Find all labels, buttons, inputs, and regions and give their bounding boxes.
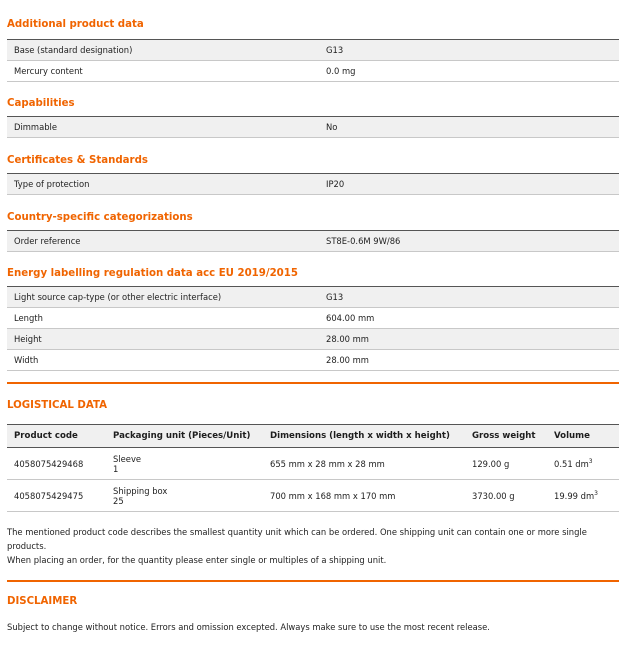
table-row [7, 287, 619, 308]
table-header-row [7, 425, 619, 448]
gross-weight: 129.00 g [465, 448, 547, 480]
table-row [7, 308, 619, 329]
packaging-unit [106, 448, 263, 480]
table-row [7, 117, 619, 138]
section-title-certificates: Certificates & Standards [7, 155, 148, 166]
capabilities-table [7, 116, 619, 138]
logistical-note-line: The mentioned product code describes the smallest quantity unit which can be ordered. One shipping unit can contain one or more single products. [7, 527, 587, 551]
section-title-country-categorizations: Country-specific categorizations [7, 212, 193, 223]
dimensions: 655 mm x 28 mm x 28 mm [263, 448, 465, 480]
logistical-data-table [7, 424, 619, 512]
column-header-volume: Volume [547, 425, 619, 448]
disclaimer-text: Subject to change without notice. Errors and omission excepted. Always make sure to use the most recent release. [7, 622, 490, 632]
logistical-data-title: LOGISTICAL DATA [7, 400, 108, 411]
table-row [7, 448, 619, 480]
row-label: Base (standard designation) [7, 40, 319, 61]
packaging-quantity: 25 [113, 495, 124, 506]
row-label: Order reference [7, 231, 319, 252]
row-label: Width [7, 350, 319, 371]
section-title-energy-labelling: Energy labelling regulation data acc EU 2019/2015 [7, 268, 298, 279]
product-code: 4058075429468 [7, 448, 106, 480]
additional-product-data-table [7, 39, 619, 82]
volume [547, 448, 619, 480]
volume-value: 19.99 dm [554, 490, 595, 501]
row-value: No [319, 117, 619, 138]
table-row [7, 61, 619, 82]
row-label: Height [7, 329, 319, 350]
product-code: 4058075429475 [7, 480, 106, 512]
table-row [7, 40, 619, 61]
section-title-capabilities: Capabilities [7, 98, 75, 109]
row-value: 0.0 mg [319, 61, 619, 82]
row-value: 28.00 mm [319, 350, 619, 371]
packaging-name: Sleeve [113, 453, 142, 464]
column-header-product-code: Product code [7, 425, 106, 448]
volume-unit-exponent: 3 [594, 490, 598, 498]
country-categorizations-table [7, 230, 619, 252]
volume-unit-exponent: 3 [588, 458, 593, 466]
section-title-additional-product-data: Additional product data [7, 19, 144, 30]
packaging-name: Shipping box [113, 485, 168, 496]
row-value: 28.00 mm [319, 329, 619, 350]
row-value: G13 [319, 40, 619, 61]
row-value: 604.00 mm [319, 308, 619, 329]
column-header-packaging-unit: Packaging unit (Pieces/Unit) [106, 425, 263, 448]
table-row [7, 231, 619, 252]
row-label: Light source cap-type (or other electric interface) [7, 287, 319, 308]
column-header-gross-weight: Gross weight [465, 425, 547, 448]
row-value: G13 [319, 287, 619, 308]
dimensions: 700 mm x 168 mm x 170 mm [263, 480, 465, 512]
logistical-note [7, 525, 619, 567]
table-row [7, 174, 619, 195]
row-label: Dimmable [7, 117, 319, 138]
certificates-table [7, 173, 619, 195]
table-row [7, 480, 619, 512]
volume [547, 480, 619, 512]
row-label: Length [7, 308, 319, 329]
disclaimer-title: DISCLAIMER [7, 596, 78, 607]
logistical-note-line: When placing an order, for the quantity please enter single or multiples of a shipping unit. [7, 555, 387, 565]
table-row [7, 329, 619, 350]
column-header-dimensions: Dimensions (length x width x height) [263, 425, 465, 448]
row-value: IP20 [319, 174, 619, 195]
gross-weight: 3730.00 g [465, 480, 547, 512]
table-row [7, 350, 619, 371]
volume-value: 0.51 dm [554, 458, 589, 469]
row-value: ST8E-0.6M 9W/86 [319, 231, 619, 252]
packaging-quantity: 1 [113, 463, 119, 474]
row-label: Mercury content [7, 61, 319, 82]
energy-labelling-table [7, 286, 619, 371]
row-label: Type of protection [7, 174, 319, 195]
packaging-unit [106, 480, 263, 512]
